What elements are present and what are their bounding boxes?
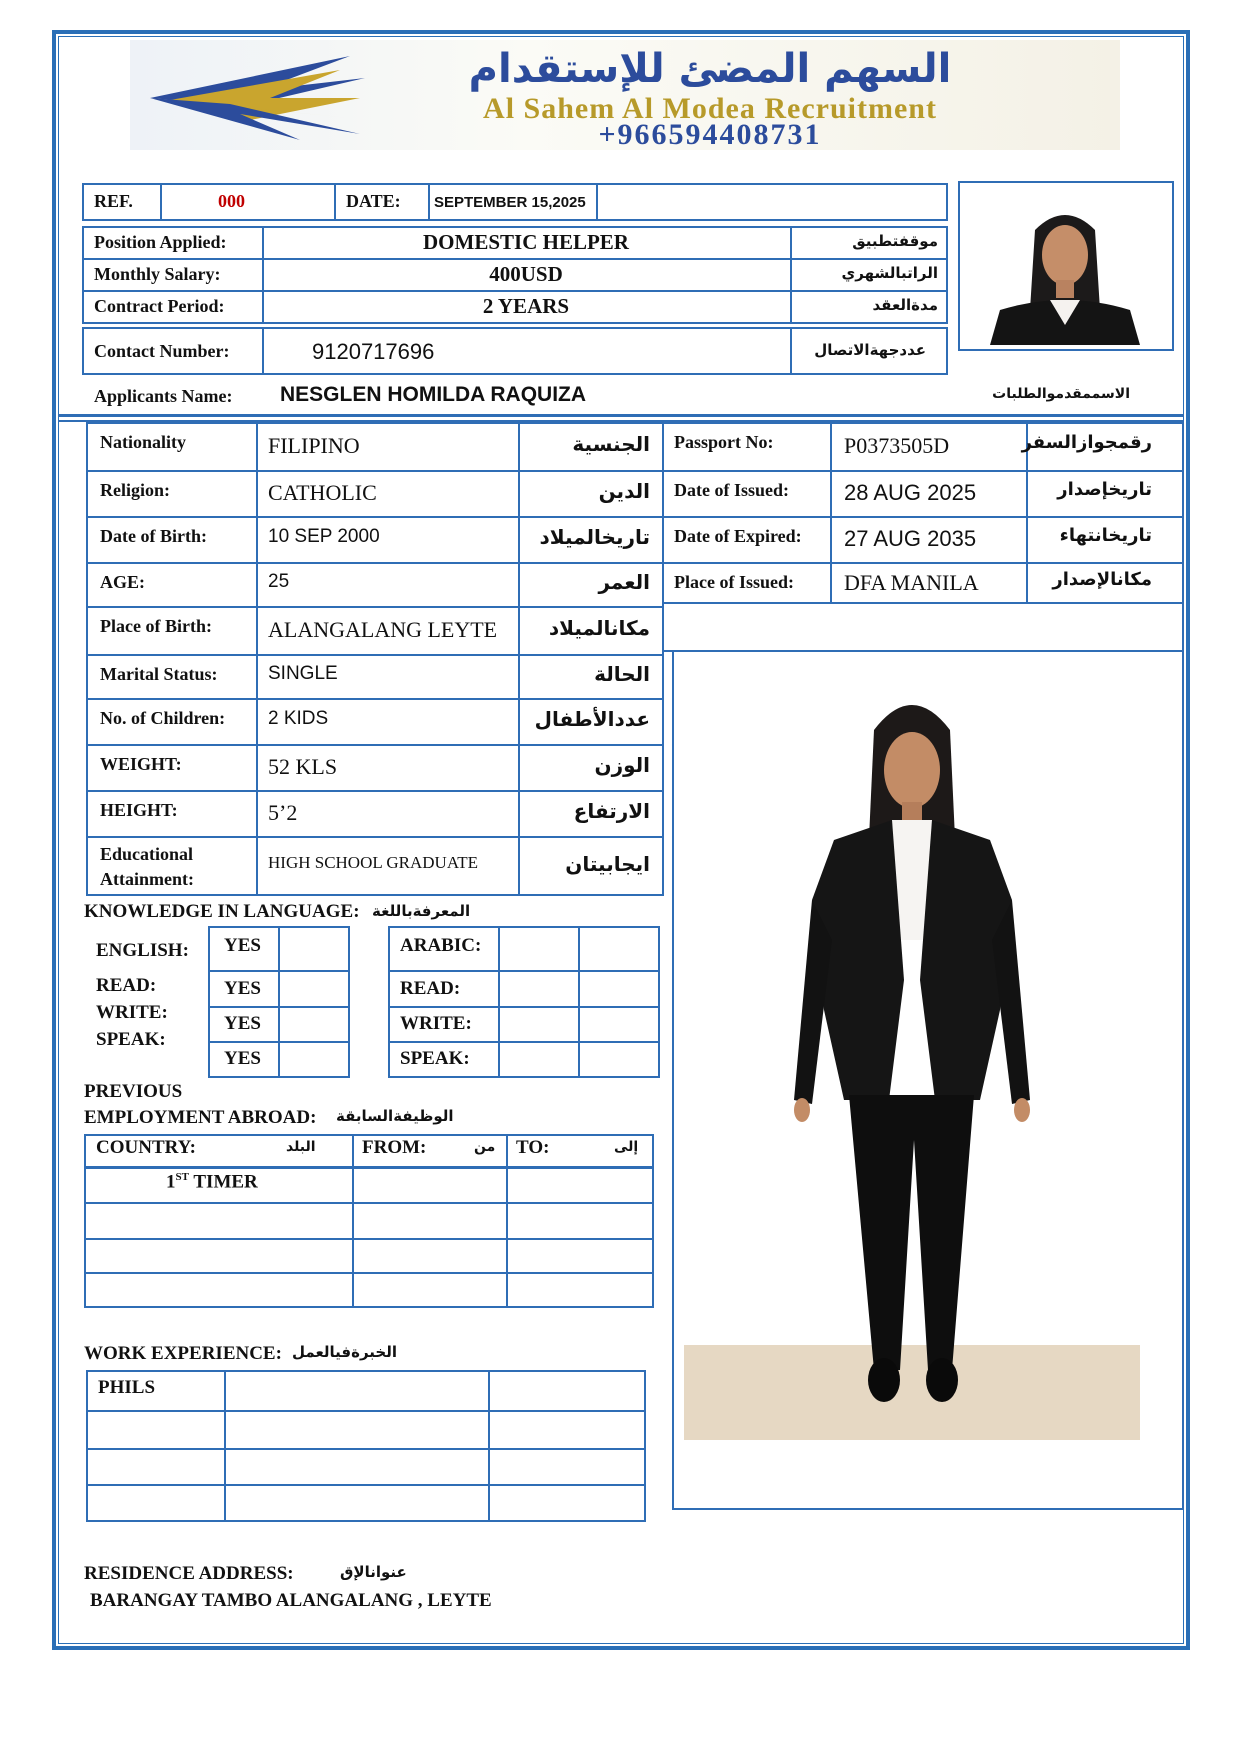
- personal-value-5: SINGLE: [268, 663, 338, 684]
- personal-ar-2: تاريخالميلاد: [539, 525, 650, 549]
- logo-arabic-text: السهم المضئ للإستقدام: [468, 46, 952, 92]
- personal-value-6: 2 KIDS: [268, 708, 329, 729]
- ref-label: REF.: [94, 191, 133, 211]
- empty-cell: [662, 604, 1184, 652]
- logo-phone-text: +966594408731: [598, 118, 822, 151]
- personal-value-4: ALANGALANG LEYTE: [268, 617, 498, 642]
- divider: [662, 470, 1184, 472]
- divider: [208, 1041, 350, 1043]
- divider: [790, 327, 792, 375]
- english-speak-label: SPEAK:: [96, 1029, 166, 1050]
- divider: [86, 1448, 646, 1450]
- to-ar: إلى: [614, 1139, 639, 1155]
- language-title: KNOWLEDGE IN LANGUAGE:: [84, 901, 360, 922]
- date-label: DATE:: [346, 191, 401, 211]
- divider: [578, 926, 580, 1078]
- personal-ar-4: مكانالميلاد: [548, 616, 650, 640]
- personal-ar-8: الارتفاع: [573, 799, 650, 823]
- divider: [790, 226, 792, 324]
- english-value: YES: [224, 935, 261, 956]
- passport-ar-1: تاريخإصدار: [1057, 479, 1152, 500]
- divider: [278, 926, 280, 1078]
- personal-label-9: Educational Attainment:: [100, 844, 194, 889]
- personal-ar-3: العمر: [598, 570, 650, 594]
- divider: [160, 183, 162, 221]
- personal-value-7: 52 KLS: [268, 754, 338, 779]
- divider: [86, 744, 664, 746]
- logo-english-text: Al Sahem Al Modea Recruitment: [483, 92, 937, 125]
- divider: [84, 1238, 654, 1240]
- contact-ar: عددجهةالاتصال: [814, 341, 926, 359]
- work-experience-table: [86, 1370, 646, 1522]
- personal-ar-0: الجنسية: [572, 432, 650, 456]
- position-label: Position Applied:: [94, 232, 227, 252]
- divider: [86, 698, 664, 700]
- divider: [388, 1006, 660, 1008]
- passport-label-0: Passport No:: [674, 432, 774, 452]
- arrow-logo-icon: [150, 48, 370, 148]
- divider: [262, 327, 264, 375]
- applicant-name-label: Applicants Name:: [94, 386, 233, 406]
- contact-value: 9120717696: [312, 339, 435, 364]
- passport-value-3: DFA MANILA: [844, 570, 979, 595]
- employment-title-1: PREVIOUS: [84, 1081, 183, 1102]
- arabic-read-label: READ:: [400, 978, 461, 999]
- personal-value-0: FILIPINO: [268, 433, 360, 458]
- personal-label-5: Marital Status:: [100, 664, 218, 684]
- divider: [830, 422, 832, 604]
- passport-label-1: Date of Issued:: [674, 480, 789, 500]
- english-label: ENGLISH:: [96, 940, 189, 961]
- personal-label-6: No. of Children:: [100, 708, 226, 728]
- ref-value: 000: [218, 191, 245, 211]
- personal-ar-6: عددالأطفال: [534, 707, 650, 731]
- english-read-value: YES: [224, 978, 261, 999]
- from-ar: من: [474, 1139, 496, 1155]
- contract-ar: مدةالعقد: [872, 296, 938, 314]
- divider: [662, 516, 1184, 518]
- passport-label-2: Date of Expired:: [674, 526, 802, 546]
- passport-value-0: P0373505D: [844, 433, 950, 458]
- country-ar: البلد: [286, 1139, 316, 1155]
- divider: [208, 1006, 350, 1008]
- position-ar: موقفتطبيق: [852, 232, 938, 250]
- personal-label-3: AGE:: [100, 572, 145, 592]
- divider: [86, 516, 664, 518]
- to-label: TO:: [516, 1137, 550, 1158]
- employment-title-2: EMPLOYMENT ABROAD:: [84, 1107, 317, 1128]
- divider: [86, 606, 664, 608]
- passport-value-2: 27 AUG 2035: [844, 526, 977, 551]
- employment-table: [84, 1134, 654, 1308]
- passport-ar-2: تاريخانتهاء: [1059, 525, 1152, 546]
- salary-value: 400USD: [489, 262, 563, 286]
- divider: [334, 183, 336, 221]
- personal-label-1: Religion:: [100, 480, 170, 500]
- language-title-ar: المعرفةباللغة: [372, 902, 471, 920]
- from-label: FROM:: [362, 1137, 427, 1158]
- divider: [86, 836, 664, 838]
- date-value: SEPTEMBER 15,2025: [434, 194, 586, 211]
- arabic-speak-label: SPEAK:: [400, 1048, 470, 1069]
- position-value: DOMESTIC HELPER: [423, 230, 629, 254]
- divider: [86, 1410, 646, 1412]
- personal-value-1: CATHOLIC: [268, 480, 377, 505]
- divider: [352, 1134, 354, 1308]
- personal-label-7: WEIGHT:: [100, 754, 182, 774]
- personal-label-2: Date of Birth:: [100, 526, 207, 546]
- residence-address-ar: عنوانالإق: [340, 1563, 407, 1581]
- personal-value-3: 25: [268, 571, 290, 592]
- salary-label: Monthly Salary:: [94, 264, 221, 284]
- section-separator: [58, 414, 1184, 417]
- personal-ar-9: ايجابيتان: [565, 852, 650, 876]
- divider: [488, 1370, 490, 1522]
- divider: [86, 1484, 646, 1486]
- divider: [208, 970, 350, 972]
- divider: [82, 290, 948, 292]
- passport-ar-0: رقمجوازالسفر: [1021, 432, 1152, 453]
- divider: [596, 183, 598, 221]
- country-label: COUNTRY:: [96, 1137, 196, 1158]
- divider: [428, 183, 430, 221]
- english-write-label: WRITE:: [96, 1002, 168, 1023]
- divider: [506, 1134, 508, 1308]
- salary-ar: الراتبالشهري: [841, 264, 938, 282]
- personal-value-8: 5’2: [268, 800, 298, 825]
- personal-ar-1: الدين: [598, 479, 650, 503]
- passport-ar-3: مكانالإصدار: [1052, 569, 1152, 590]
- divider: [498, 926, 500, 1078]
- residence-address-label: RESIDENCE ADDRESS:: [84, 1563, 294, 1584]
- employment-title-ar: الوظيفةالسابقة: [336, 1107, 454, 1125]
- work-first-row: PHILS: [98, 1377, 156, 1398]
- first-timer-number: 1: [166, 1171, 176, 1193]
- english-read-label: READ:: [96, 975, 157, 996]
- divider: [84, 1166, 654, 1169]
- personal-ar-5: الحالة: [594, 662, 650, 686]
- first-timer-text: TIMER: [188, 1171, 258, 1193]
- divider: [518, 422, 520, 896]
- work-experience-title-ar: الخبرةفيالعمل: [292, 1343, 398, 1361]
- divider: [256, 422, 258, 896]
- divider: [224, 1370, 226, 1522]
- divider: [86, 654, 664, 656]
- portrait-photo: [990, 200, 1140, 345]
- english-write-value: YES: [224, 1013, 261, 1034]
- divider: [86, 470, 664, 472]
- english-speak-value: YES: [224, 1048, 261, 1069]
- divider: [662, 562, 1184, 564]
- personal-label-4: Place of Birth:: [100, 616, 212, 636]
- personal-value-9: HIGH SCHOOL GRADUATE: [268, 853, 478, 872]
- contract-label: Contract Period:: [94, 296, 225, 316]
- personal-label-0: Nationality: [100, 432, 187, 452]
- passport-label-3: Place of Issued:: [674, 572, 794, 592]
- contact-label: Contact Number:: [94, 341, 230, 361]
- arabic-label: ARABIC:: [400, 935, 482, 956]
- first-timer: [166, 1171, 258, 1193]
- first-timer-sup: ST: [175, 1171, 189, 1183]
- arabic-write-label: WRITE:: [400, 1013, 472, 1034]
- divider: [86, 562, 664, 564]
- divider: [84, 1202, 654, 1204]
- work-experience-title: WORK EXPERIENCE:: [84, 1343, 282, 1364]
- personal-label-8: HEIGHT:: [100, 800, 178, 820]
- residence-address-value: BARANGAY TAMBO ALANGALANG , LEYTE: [90, 1590, 492, 1611]
- divider: [388, 1041, 660, 1043]
- divider: [82, 258, 948, 260]
- personal-value-2: 10 SEP 2000: [268, 526, 380, 547]
- divider: [84, 1272, 654, 1274]
- applicant-name-ar: الاسممقدموالطلبات: [992, 386, 1130, 402]
- personal-ar-7: الوزن: [594, 753, 650, 777]
- contract-value: 2 YEARS: [482, 294, 570, 318]
- full-body-photo: [684, 680, 1140, 1440]
- divider: [86, 790, 664, 792]
- passport-value-1: 28 AUG 2025: [844, 480, 977, 505]
- divider: [388, 970, 660, 972]
- applicant-name-value: NESGLEN HOMILDA RAQUIZA: [280, 383, 587, 406]
